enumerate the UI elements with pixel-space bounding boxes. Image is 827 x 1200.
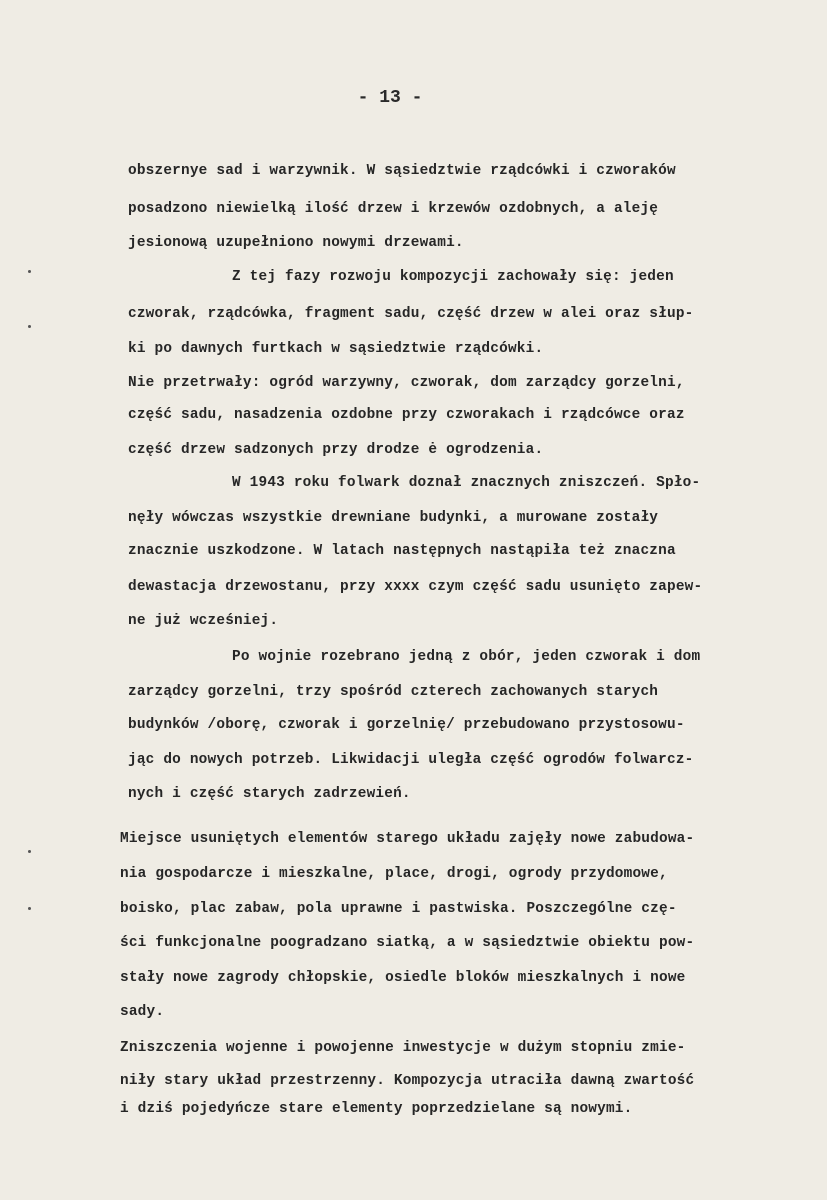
text-line: zarządcy gorzelni, trzy spośród czterech zachowanych starych <box>128 684 659 700</box>
text-line: Z tej fazy rozwoju kompozycji zachowały się: jeden <box>232 269 674 285</box>
text-line: Po wojnie rozebrano jedną z obór, jeden czworak i dom <box>232 649 701 665</box>
text-line: posadzono niewielką ilość drzew i krzewów ozdobnych, a aleję <box>128 201 659 217</box>
text-line: obszernye sad i warzywnik. W sąsiedztwie rządcówki i czworaków <box>128 163 676 179</box>
text-line: część drzew sadzonych przy drodze ė ogrodzenia. <box>128 442 544 458</box>
text-line: Zniszczenia wojenne i powojenne inwestycje w dużym stopniu zmie- <box>120 1040 686 1056</box>
text-line: W 1943 roku folwark doznał znacznych zniszczeń. Spło- <box>232 475 701 491</box>
text-line: część sadu, nasadzenia ozdobne przy czworakach i rządcówce oraz <box>128 407 685 423</box>
text-line: sady. <box>120 1004 165 1020</box>
text-line: niły stary układ przestrzenny. Kompozycja utraciła dawną zwartość <box>120 1073 695 1089</box>
text-line: czworak, rządcówka, fragment sadu, część drzew w alei oraz słup- <box>128 306 694 322</box>
text-line: i dziś pojedyńcze stare elementy poprzedzielane są nowymi. <box>120 1101 633 1117</box>
margin-mark <box>28 850 31 853</box>
text-line: ści funkcjonalne poogradzano siatką, a w sąsiedztwie obiektu pow- <box>120 935 695 951</box>
text-line: nych i część starych zadrzewień. <box>128 786 411 802</box>
text-line: znacznie uszkodzone. W latach następnych nastąpiła też znaczna <box>128 543 676 559</box>
text-line: nęły wówczas wszystkie drewniane budynki, a murowane zostały <box>128 510 659 526</box>
text-line: nia gospodarcze i mieszkalne, place, drogi, ogrody przydomowe, <box>120 866 668 882</box>
text-line: ki po dawnych furtkach w sąsiedztwie rządcówki. <box>128 341 544 357</box>
text-line: boisko, plac zabaw, pola uprawne i pastwiska. Poszczególne czę- <box>120 901 677 917</box>
text-line: jąc do nowych potrzeb. Likwidacji uległa część ogrodów folwarcz- <box>128 752 694 768</box>
page-number: - 13 - <box>357 88 423 108</box>
margin-mark <box>28 270 31 273</box>
text-line: budynków /oborę, czworak i gorzelnię/ przebudowano przystosowu- <box>128 717 685 733</box>
margin-mark <box>28 325 31 328</box>
text-line: ne już wcześniej. <box>128 613 279 629</box>
text-line: Nie przetrwały: ogród warzywny, czworak, dom zarządcy gorzelni, <box>128 375 685 391</box>
margin-mark <box>28 907 31 910</box>
text-line: jesionową uzupełniono nowymi drzewami. <box>128 235 464 251</box>
text-line: dewastacja drzewostanu, przy xxxx czym część sadu usunięto zapew- <box>128 579 703 595</box>
text-line: stały nowe zagrody chłopskie, osiedle bloków mieszkalnych i nowe <box>120 970 686 986</box>
text-line: Miejsce usuniętych elementów starego układu zajęły nowe zabudowa- <box>120 831 695 847</box>
